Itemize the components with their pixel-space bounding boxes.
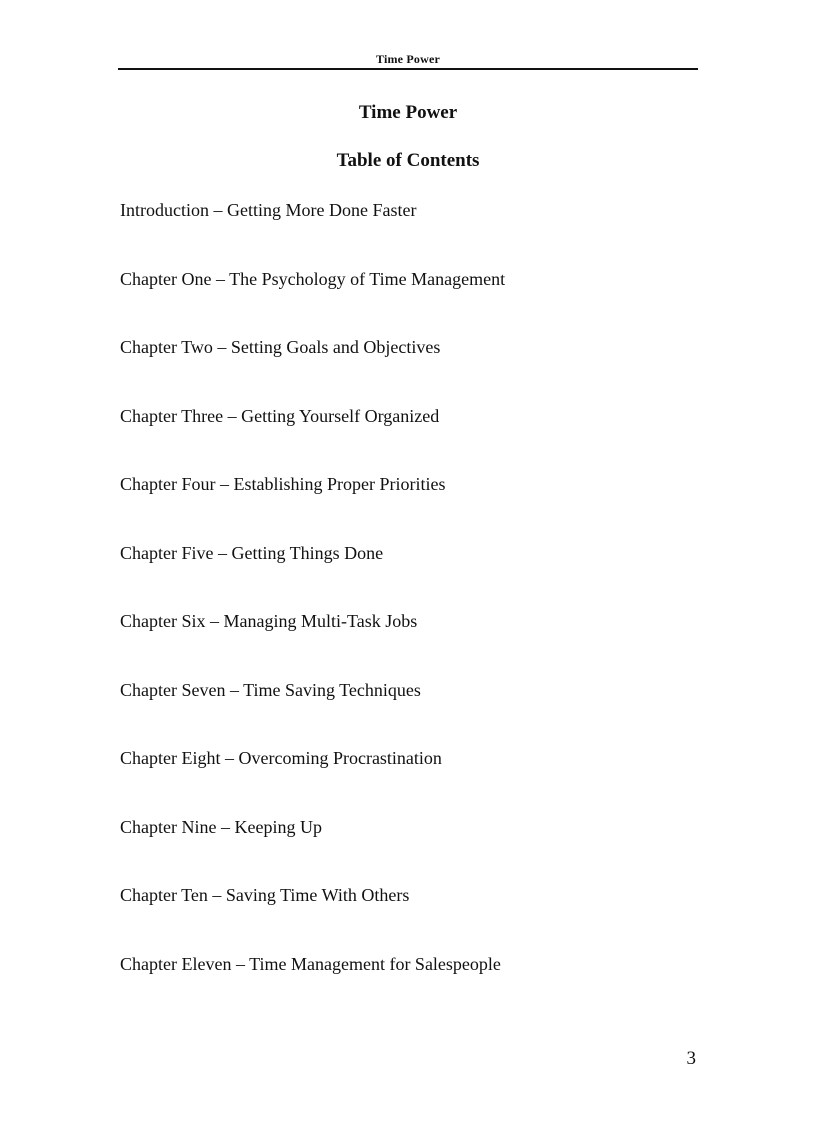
toc-heading: Table of Contents [336,150,480,171]
toc-entry-chapter-eleven: Chapter Eleven – Time Management for Salespeople [120,953,501,974]
toc-entry-chapter-two: Chapter Two – Setting Goals and Objectives [120,337,441,357]
running-header-title: Time Power [375,52,441,66]
toc-list [120,198,505,1020]
toc-entry-chapter-four: Chapter Four – Establishing Proper Priorities [120,474,446,494]
toc-entry-chapter-nine: Chapter Nine – Keeping Up [120,816,322,837]
toc-entry-chapter-one: Chapter One – The Psychology of Time Management [120,268,506,289]
toc-entry-chapter-three: Chapter Three – Getting Yourself Organized [120,405,440,426]
toc-entry-chapter-eight: Chapter Eight – Overcoming Procrastination [120,748,442,768]
toc-entry-chapter-seven: Chapter Seven – Time Saving Techniques [120,679,421,700]
toc-entry-introduction: Introduction – Getting More Done Faster [120,200,417,220]
toc-entry-chapter-six: Chapter Six – Managing Multi-Task Jobs [120,611,418,631]
toc-entry-chapter-ten: Chapter Ten – Saving Time With Others [120,885,410,905]
toc-entry-chapter-five: Chapter Five – Getting Things Done [120,542,384,563]
page-number: 3 [686,1048,696,1069]
document-title: Time Power [358,102,458,123]
header-rule [118,68,698,70]
